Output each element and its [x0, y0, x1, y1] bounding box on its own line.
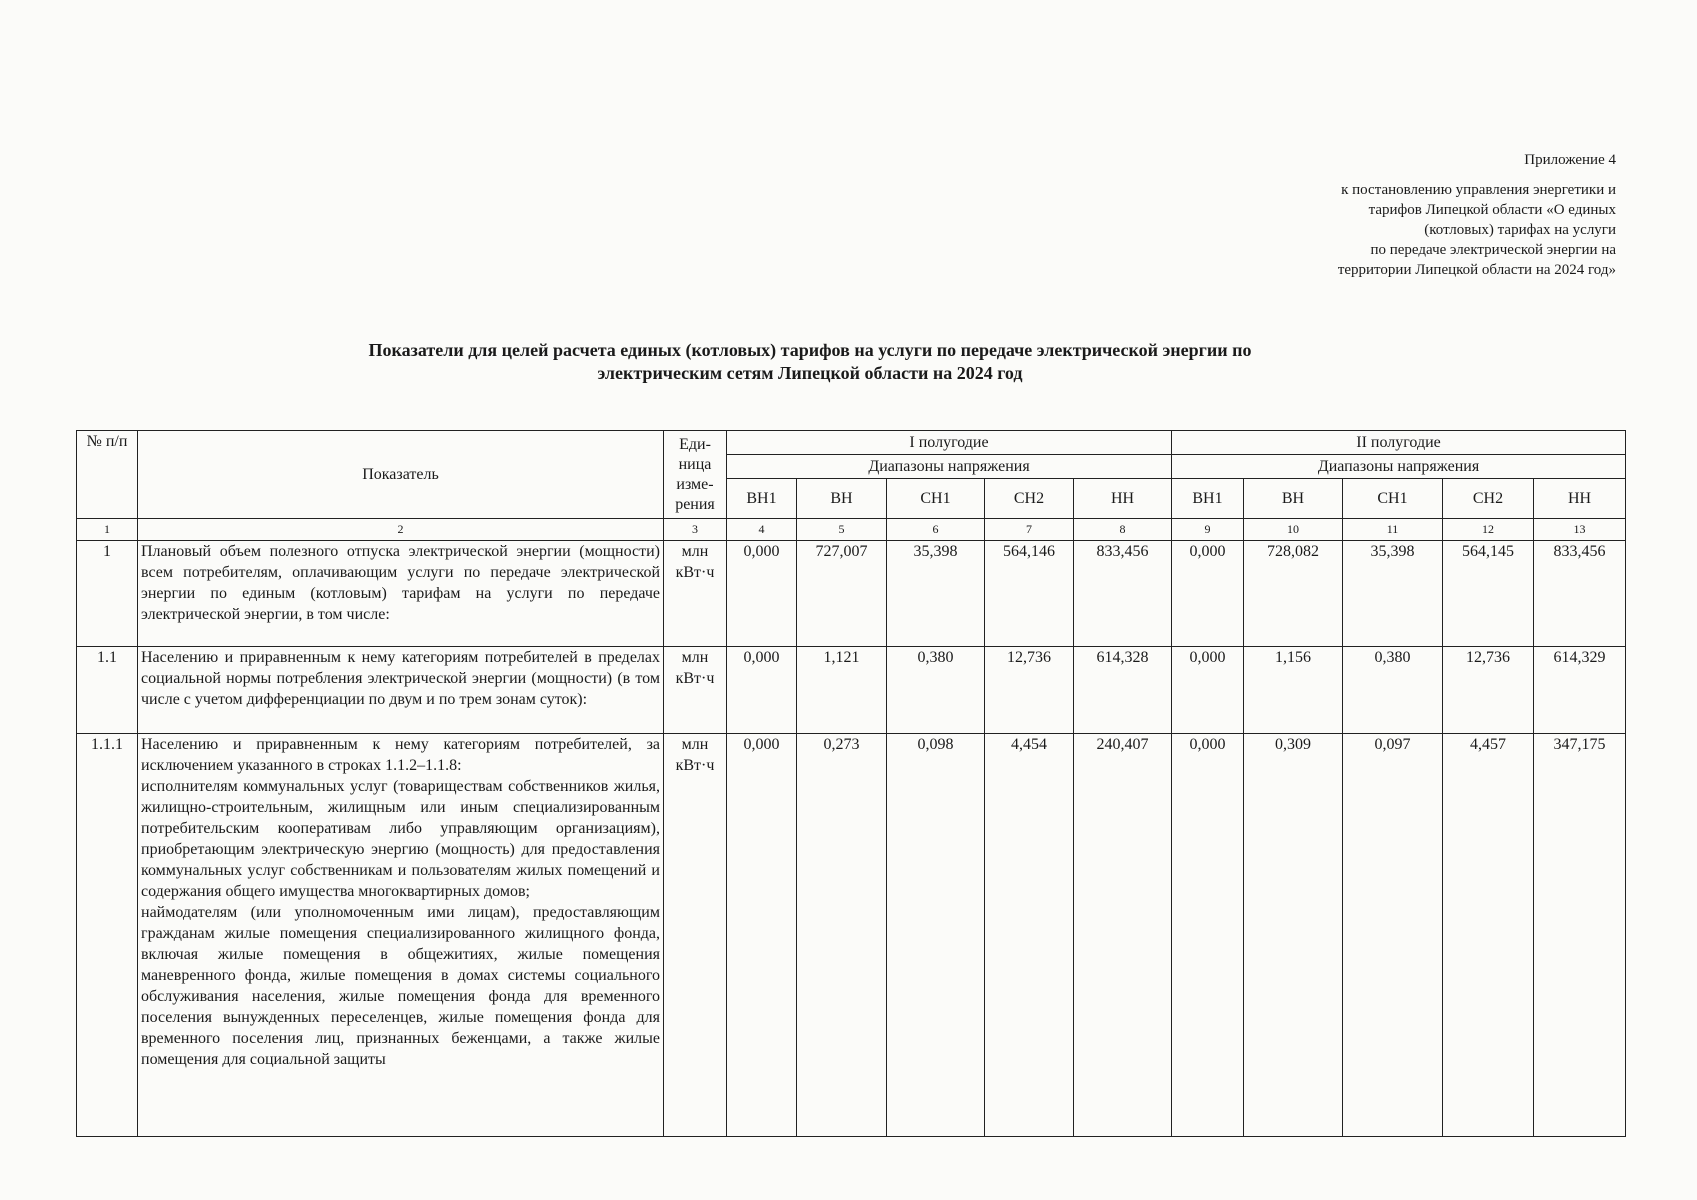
appendix-line: тарифов Липецкой области «О единых [1368, 202, 1616, 218]
indicators-table [76, 430, 1626, 1137]
column-number: 1 [77, 519, 138, 541]
row-value: 0,097 [1343, 734, 1443, 1137]
column-number: 11 [1343, 519, 1443, 541]
row-unit: млн кВт·ч [664, 541, 727, 647]
header-no: № п/п [77, 431, 138, 519]
row-value: 564,146 [985, 541, 1074, 647]
header-voltage: ВН1 [1172, 479, 1244, 519]
row-indicator [138, 734, 664, 1137]
row-value: 0,000 [1172, 541, 1244, 647]
row-value: 12,736 [985, 647, 1074, 734]
row-value: 833,456 [1074, 541, 1172, 647]
row-value: 12,736 [1443, 647, 1534, 734]
row-value: 240,407 [1074, 734, 1172, 1137]
header-ranges-2: Диапазоны напряжения [1172, 455, 1626, 479]
row-value: 614,328 [1074, 647, 1172, 734]
row-indicator-paragraph: исполнителям коммунальных услуг (товариществам собственников жилья, жилищно-строительным, жилищным или иным специализированным потребительским кооперативам либо управляющим организациям), приобретающим электрическую энергию (мощность) для предоставления коммунальных услуг собственникам и пользователям жилых помещений и содержания общего имущества многоквартирных домов; [141, 778, 660, 900]
row-value: 1,156 [1244, 647, 1343, 734]
table-row [77, 734, 1626, 1137]
row-value: 0,000 [727, 541, 797, 647]
row-unit: млн кВт·ч [664, 734, 727, 1137]
row-value: 833,456 [1534, 541, 1626, 647]
table-row [77, 541, 1626, 647]
row-indicator-paragraph: наймодателям (или уполномоченным ими лицам), предоставляющим гражданам жилые помещения специализированного жилищного фонда, включая жилые помещения в общежитиях, жилые помещения маневренного фонда, жилые помещения в домах системы социального обслуживания населения, жилые помещения фонда для временного поселения вынужденных переселенцев, жилые помещения фонда для временного поселения лиц, признанных беженцами, а также жилые помещения для социальной защиты [141, 904, 660, 1068]
row-indicator: Плановый объем полезного отпуска электрической энергии (мощности) всем потребителям, оплачивающим услуги по передаче электрической энергии по единым (котловым) тарифам на услуги по передаче электрической энергии, в том числе: [138, 541, 664, 647]
header-voltage: НН [1534, 479, 1626, 519]
row-value: 614,329 [1534, 647, 1626, 734]
column-number: 5 [797, 519, 887, 541]
header-half-2: II полугодие [1172, 431, 1626, 455]
row-value: 1,121 [797, 647, 887, 734]
appendix-block [1338, 150, 1616, 280]
column-number: 10 [1244, 519, 1343, 541]
row-number: 1 [77, 541, 138, 647]
row-value: 0,000 [727, 647, 797, 734]
header-unit: Еди-ница изме-рения [664, 431, 727, 519]
column-number: 8 [1074, 519, 1172, 541]
column-number: 13 [1534, 519, 1626, 541]
document-title-line-2: электрическим сетям Липецкой области на 2024 год [597, 363, 1023, 383]
column-number: 9 [1172, 519, 1244, 541]
column-number: 7 [985, 519, 1074, 541]
header-voltage: СН2 [985, 479, 1074, 519]
row-value: 0,273 [797, 734, 887, 1137]
row-value: 35,398 [1343, 541, 1443, 647]
row-indicator-lead: Населению и приравненным к нему категориям потребителей, за исключением указанного в строках 1.1.2–1.1.8: [141, 736, 660, 774]
row-value: 4,457 [1443, 734, 1534, 1137]
row-value: 4,454 [985, 734, 1074, 1137]
row-value: 0,000 [727, 734, 797, 1137]
appendix-number: Приложение 4 [1524, 152, 1616, 168]
document-title [260, 339, 1360, 385]
column-number: 6 [887, 519, 985, 541]
appendix-line: к постановлению управления энергетики и [1341, 182, 1616, 198]
header-voltage: ВН1 [727, 479, 797, 519]
row-value: 0,380 [1343, 647, 1443, 734]
header-voltage: СН1 [887, 479, 985, 519]
header-voltage: СН2 [1443, 479, 1534, 519]
header-ranges-1: Диапазоны напряжения [727, 455, 1172, 479]
row-value: 0,000 [1172, 647, 1244, 734]
row-value: 0,380 [887, 647, 985, 734]
appendix-line: территории Липецкой области на 2024 год» [1337, 262, 1616, 278]
row-number: 1.1 [77, 647, 138, 734]
header-voltage: СН1 [1343, 479, 1443, 519]
row-value: 727,007 [797, 541, 887, 647]
header-indicator: Показатель [138, 431, 664, 519]
header-voltage: ВН [797, 479, 887, 519]
row-value: 0,309 [1244, 734, 1343, 1137]
column-number-row [77, 519, 1626, 541]
column-number: 4 [727, 519, 797, 541]
column-number: 2 [138, 519, 664, 541]
row-indicator: Населению и приравненным к нему категориям потребителей в пределах социальной нормы потребления электрической энергии (мощности) (в том числе с учетом дифференциации по двум и по трем зонам суток): [138, 647, 664, 734]
header-voltage: ВН [1244, 479, 1343, 519]
appendix-line: по передаче электрической энергии на [1370, 242, 1616, 258]
header-voltage: НН [1074, 479, 1172, 519]
row-value: 0,000 [1172, 734, 1244, 1137]
table-row [77, 647, 1626, 734]
column-number: 3 [664, 519, 727, 541]
row-value: 347,175 [1534, 734, 1626, 1137]
row-value: 0,098 [887, 734, 985, 1137]
document-title-line-1: Показатели для целей расчета единых (котловых) тарифов на услуги по передаче электрической энергии по [368, 340, 1252, 360]
header-half-1: I полугодие [727, 431, 1172, 455]
row-value: 564,145 [1443, 541, 1534, 647]
row-number: 1.1.1 [77, 734, 138, 1137]
row-value: 728,082 [1244, 541, 1343, 647]
column-number: 12 [1443, 519, 1534, 541]
row-value: 35,398 [887, 541, 985, 647]
row-unit: млн кВт·ч [664, 647, 727, 734]
appendix-line: (котловых) тарифах на услуги [1424, 222, 1616, 238]
